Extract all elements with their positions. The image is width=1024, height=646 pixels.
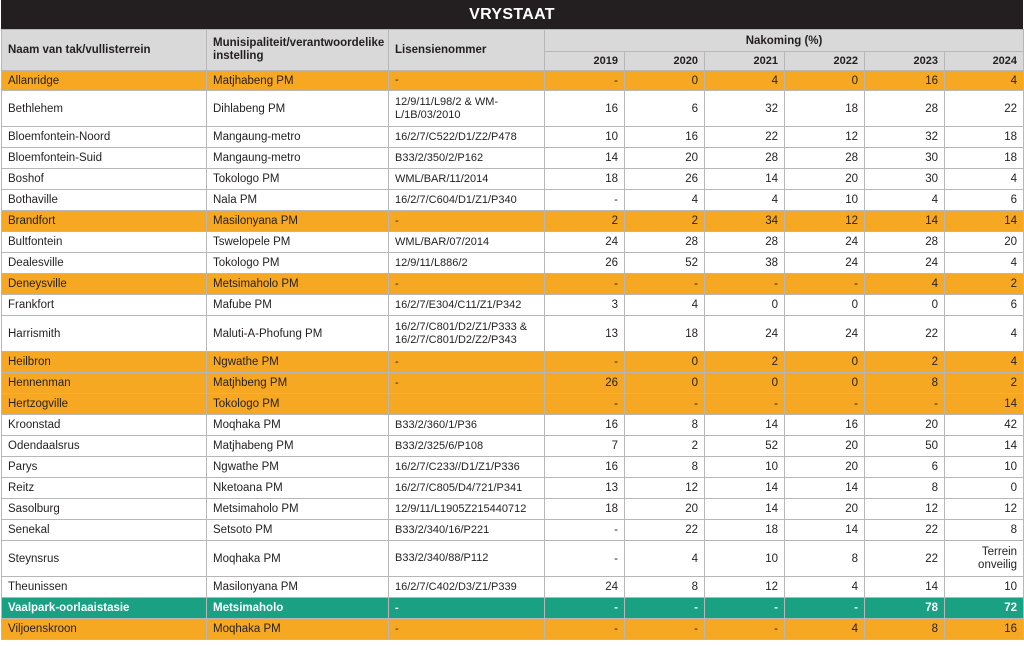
branch-name-cell: Deneysville	[2, 274, 207, 295]
compliance-value-cell: -	[705, 598, 785, 619]
compliance-value-cell: -	[545, 619, 625, 640]
license-number-cell: WML/BAR/07/2014	[389, 232, 545, 253]
compliance-value-cell: 20	[625, 499, 705, 520]
compliance-value-cell: -	[625, 394, 705, 415]
compliance-value-cell: 8	[865, 478, 945, 499]
compliance-value-cell: 4	[705, 190, 785, 211]
compliance-value-cell: 14	[705, 478, 785, 499]
compliance-value-cell: 8	[865, 373, 945, 394]
branch-name-cell: Vaalpark-oorlaaistasie	[2, 598, 207, 619]
municipality-cell: Mafube PM	[207, 295, 389, 316]
municipality-cell: Nketoana PM	[207, 478, 389, 499]
compliance-value-cell: -	[545, 190, 625, 211]
municipality-cell: Moqhaka PM	[207, 541, 389, 577]
license-number-cell: 12/9/11/L98/2 & WM-L/1B/03/2010	[389, 91, 545, 127]
compliance-value-cell: 0	[785, 71, 865, 91]
header-license: Lisensienommer	[389, 30, 545, 71]
table-row	[2, 232, 1024, 253]
compliance-value-cell: 12	[785, 127, 865, 148]
compliance-value-cell: 8	[625, 457, 705, 478]
compliance-value-cell: 4	[625, 295, 705, 316]
table-row	[2, 478, 1024, 499]
compliance-value-cell: 20	[945, 232, 1024, 253]
municipality-cell: Mangaung-metro	[207, 127, 389, 148]
compliance-value-cell: 8	[625, 577, 705, 598]
branch-name-cell: Theunissen	[2, 577, 207, 598]
table-row	[2, 598, 1024, 619]
compliance-value-cell: 14	[705, 499, 785, 520]
compliance-value-cell: 4	[945, 169, 1024, 190]
table-row	[2, 373, 1024, 394]
compliance-value-cell: 14	[945, 436, 1024, 457]
compliance-value-cell: 0	[945, 478, 1024, 499]
license-number-cell: 16/2/7/C805/D4/721/P341	[389, 478, 545, 499]
compliance-value-cell: -	[865, 394, 945, 415]
compliance-value-cell: 14	[945, 211, 1024, 232]
compliance-value-cell: 14	[785, 478, 865, 499]
compliance-value-cell: 28	[865, 91, 945, 127]
compliance-value-cell: 18	[785, 91, 865, 127]
compliance-value-cell: 4	[865, 274, 945, 295]
compliance-value-cell: 16	[945, 619, 1024, 640]
compliance-value-cell: -	[625, 274, 705, 295]
license-number-cell: 12/9/11/L886/2	[389, 253, 545, 274]
compliance-value-cell: 0	[625, 373, 705, 394]
compliance-value-cell: 42	[945, 415, 1024, 436]
compliance-value-cell: 30	[865, 169, 945, 190]
compliance-value-cell: 13	[545, 478, 625, 499]
license-number-cell: B33/2/340/16/P221	[389, 520, 545, 541]
compliance-value-cell: 28	[785, 148, 865, 169]
license-number-cell: 16/2/7/C402/D3/Z1/P339	[389, 577, 545, 598]
license-number-cell: -	[389, 598, 545, 619]
compliance-value-cell: 10	[705, 457, 785, 478]
compliance-value-cell: -	[785, 394, 865, 415]
compliance-value-cell: 18	[545, 499, 625, 520]
compliance-value-cell: -	[785, 274, 865, 295]
table-row	[2, 91, 1024, 127]
compliance-value-cell: 22	[865, 316, 945, 352]
branch-name-cell: Harrismith	[2, 316, 207, 352]
compliance-value-cell: 22	[865, 520, 945, 541]
compliance-value-cell: -	[545, 541, 625, 577]
compliance-value-cell: 20	[785, 499, 865, 520]
compliance-value-cell: 16	[545, 457, 625, 478]
compliance-value-cell: 26	[625, 169, 705, 190]
compliance-value-cell: 10	[785, 190, 865, 211]
municipality-cell: Tokologo PM	[207, 169, 389, 190]
license-number-cell: 16/2/7/C604/D1/Z1/P340	[389, 190, 545, 211]
branch-name-cell: Viljoenskroon	[2, 619, 207, 640]
license-number-cell: -	[389, 274, 545, 295]
compliance-value-cell: 8	[865, 619, 945, 640]
municipality-cell: Mangaung-metro	[207, 148, 389, 169]
municipality-cell: Moqhaka PM	[207, 619, 389, 640]
compliance-value-cell: 4	[625, 541, 705, 577]
header-branch: Naam van tak/vullisterrein	[2, 30, 207, 71]
municipality-cell: Tokologo PM	[207, 253, 389, 274]
municipality-cell: Matjhabeng PM	[207, 436, 389, 457]
compliance-value-cell: -	[545, 520, 625, 541]
compliance-value-cell: 0	[705, 373, 785, 394]
compliance-value-cell: 24	[545, 232, 625, 253]
compliance-value-cell: 30	[865, 148, 945, 169]
compliance-value-cell: 14	[865, 577, 945, 598]
compliance-value-cell: 16	[545, 415, 625, 436]
compliance-value-cell: 4	[785, 577, 865, 598]
compliance-value-cell: 28	[705, 148, 785, 169]
license-number-cell	[389, 394, 545, 415]
table-row	[2, 274, 1024, 295]
compliance-value-cell: 4	[945, 71, 1024, 91]
compliance-value-cell: 28	[705, 232, 785, 253]
branch-name-cell: Heilbron	[2, 352, 207, 373]
compliance-value-cell: 24	[785, 232, 865, 253]
municipality-cell: Ngwathe PM	[207, 352, 389, 373]
license-number-cell: 12/9/11/L1905Z215440712	[389, 499, 545, 520]
branch-name-cell: Odendaalsrus	[2, 436, 207, 457]
compliance-value-cell: 26	[545, 253, 625, 274]
compliance-value-cell: 12	[785, 211, 865, 232]
table-row	[2, 394, 1024, 415]
compliance-value-cell: 6	[865, 457, 945, 478]
compliance-value-cell: -	[545, 352, 625, 373]
table-row	[2, 520, 1024, 541]
compliance-value-cell: 18	[625, 316, 705, 352]
license-number-cell: B33/2/325/6/P108	[389, 436, 545, 457]
branch-name-cell: Bultfontein	[2, 232, 207, 253]
compliance-value-cell: 10	[545, 127, 625, 148]
compliance-value-cell: 18	[705, 520, 785, 541]
table-row	[2, 169, 1024, 190]
branch-name-cell: Steynsrus	[2, 541, 207, 577]
compliance-value-cell: 18	[945, 148, 1024, 169]
branch-name-cell: Allanridge	[2, 71, 207, 91]
header-year-2021: 2021	[705, 52, 785, 71]
header-compliance: Nakoming (%)	[545, 30, 1024, 52]
compliance-value-cell: -	[545, 598, 625, 619]
municipality-cell: Moqhaka PM	[207, 415, 389, 436]
table-row	[2, 190, 1024, 211]
table-row	[2, 541, 1024, 577]
table-title: VRYSTAAT	[1, 0, 1023, 29]
municipality-cell: Dihlabeng PM	[207, 91, 389, 127]
compliance-value-cell: -	[625, 598, 705, 619]
compliance-value-cell: 16	[625, 127, 705, 148]
license-number-cell: B33/2/350/2/P162	[389, 148, 545, 169]
table-row	[2, 148, 1024, 169]
table-row	[2, 619, 1024, 640]
license-number-cell: B33/2/360/1/P36	[389, 415, 545, 436]
license-number-cell: -	[389, 211, 545, 232]
branch-name-cell: Parys	[2, 457, 207, 478]
table-row	[2, 253, 1024, 274]
compliance-value-cell: 4	[945, 352, 1024, 373]
table-row	[2, 415, 1024, 436]
header-year-2020: 2020	[625, 52, 705, 71]
compliance-value-cell: 24	[785, 316, 865, 352]
compliance-value-cell: 78	[865, 598, 945, 619]
compliance-value-cell: 2	[705, 352, 785, 373]
branch-name-cell: Bloemfontein-Noord	[2, 127, 207, 148]
license-number-cell: 16/2/7/C522/D1/Z2/P478	[389, 127, 545, 148]
compliance-value-cell: -	[705, 394, 785, 415]
compliance-value-cell: 2	[545, 211, 625, 232]
compliance-value-cell: -	[545, 71, 625, 91]
compliance-value-cell: 16	[545, 91, 625, 127]
branch-name-cell: Sasolburg	[2, 499, 207, 520]
compliance-value-cell: 20	[785, 457, 865, 478]
branch-name-cell: Senekal	[2, 520, 207, 541]
compliance-value-cell: 34	[705, 211, 785, 232]
license-number-cell: 16/2/7/C801/D2/Z1/P333 & 16/2/7/C801/D2/Z2/P343	[389, 316, 545, 352]
license-number-cell: -	[389, 352, 545, 373]
municipality-cell: Metsimaholo	[207, 598, 389, 619]
table-row	[2, 577, 1024, 598]
compliance-value-cell: 22	[865, 541, 945, 577]
compliance-value-cell: 14	[705, 169, 785, 190]
table-row	[2, 457, 1024, 478]
municipality-cell: Masilonyana PM	[207, 577, 389, 598]
license-number-cell: B33/2/340/88/P112	[389, 541, 545, 577]
compliance-value-cell: 2	[625, 436, 705, 457]
table-row	[2, 499, 1024, 520]
branch-name-cell: Dealesville	[2, 253, 207, 274]
compliance-value-cell: 2	[945, 373, 1024, 394]
compliance-value-cell: 2	[865, 352, 945, 373]
compliance-value-cell: 32	[705, 91, 785, 127]
compliance-value-cell: 72	[945, 598, 1024, 619]
license-number-cell: 16/2/7/E304/C11/Z1/P342	[389, 295, 545, 316]
compliance-value-cell: 2	[945, 274, 1024, 295]
compliance-value-cell: 6	[625, 91, 705, 127]
compliance-value-cell: 28	[625, 232, 705, 253]
branch-name-cell: Kroonstad	[2, 415, 207, 436]
compliance-value-cell: 13	[545, 316, 625, 352]
branch-name-cell: Reitz	[2, 478, 207, 499]
compliance-value-cell: 26	[545, 373, 625, 394]
table-row	[2, 71, 1024, 91]
compliance-value-cell: 12	[865, 499, 945, 520]
compliance-value-cell: 22	[705, 127, 785, 148]
compliance-value-cell: 16	[785, 415, 865, 436]
header-municipality: Munisipaliteit/verantwoordelike instelling	[207, 30, 389, 71]
table-row	[2, 127, 1024, 148]
compliance-value-cell: 22	[625, 520, 705, 541]
municipality-cell: Ngwathe PM	[207, 457, 389, 478]
compliance-value-cell: 20	[785, 169, 865, 190]
compliance-value-cell: 14	[545, 148, 625, 169]
branch-name-cell: Boshof	[2, 169, 207, 190]
compliance-value-cell: 8	[945, 520, 1024, 541]
compliance-value-cell: 4	[625, 190, 705, 211]
compliance-value-cell: 10	[705, 541, 785, 577]
compliance-value-cell: 52	[625, 253, 705, 274]
compliance-value-cell: 24	[865, 253, 945, 274]
compliance-value-cell: 20	[785, 436, 865, 457]
license-number-cell: -	[389, 71, 545, 91]
compliance-value-cell: 0	[785, 295, 865, 316]
branch-name-cell: Bothaville	[2, 190, 207, 211]
license-number-cell: 16/2/7/C233//D1/Z1/P336	[389, 457, 545, 478]
municipality-cell: Metsimaholo PM	[207, 274, 389, 295]
compliance-value-cell: 14	[865, 211, 945, 232]
compliance-value-cell: 24	[785, 253, 865, 274]
compliance-value-cell: 0	[705, 295, 785, 316]
compliance-value-cell: 4	[945, 253, 1024, 274]
compliance-value-cell: 3	[545, 295, 625, 316]
branch-name-cell: Frankfort	[2, 295, 207, 316]
compliance-value-cell: 6	[945, 295, 1024, 316]
municipality-cell: Tswelopele PM	[207, 232, 389, 253]
compliance-value-cell: 22	[945, 91, 1024, 127]
compliance-table	[1, 29, 1024, 640]
compliance-value-cell: 0	[625, 352, 705, 373]
municipality-cell: Masilonyana PM	[207, 211, 389, 232]
branch-name-cell: Hertzogville	[2, 394, 207, 415]
municipality-cell: Matjhabeng PM	[207, 71, 389, 91]
compliance-value-cell: 18	[545, 169, 625, 190]
table-body	[2, 71, 1024, 640]
license-number-cell: -	[389, 619, 545, 640]
compliance-value-cell: 8	[785, 541, 865, 577]
compliance-value-cell: -	[785, 598, 865, 619]
compliance-value-cell: 4	[705, 71, 785, 91]
header-year-2022: 2022	[785, 52, 865, 71]
branch-name-cell: Bloemfontein-Suid	[2, 148, 207, 169]
municipality-cell: Matjhbeng PM	[207, 373, 389, 394]
compliance-value-cell: -	[705, 619, 785, 640]
table-row	[2, 352, 1024, 373]
compliance-value-cell: 0	[865, 295, 945, 316]
compliance-value-cell: -	[545, 394, 625, 415]
compliance-value-cell: 0	[625, 71, 705, 91]
compliance-value-cell: 2	[625, 211, 705, 232]
branch-name-cell: Bethlehem	[2, 91, 207, 127]
compliance-value-cell: 28	[865, 232, 945, 253]
compliance-value-cell: -	[625, 619, 705, 640]
compliance-value-cell: 0	[785, 352, 865, 373]
branch-name-cell: Hennenman	[2, 373, 207, 394]
header-year-2024: 2024	[945, 52, 1024, 71]
compliance-value-cell: 12	[625, 478, 705, 499]
municipality-cell: Tokologo PM	[207, 394, 389, 415]
vrystaat-table-panel	[1, 0, 1023, 640]
license-number-cell: -	[389, 373, 545, 394]
compliance-value-cell: 4	[865, 190, 945, 211]
compliance-value-cell: 12	[705, 577, 785, 598]
compliance-value-cell: 18	[945, 127, 1024, 148]
municipality-cell: Setsoto PM	[207, 520, 389, 541]
branch-name-cell: Brandfort	[2, 211, 207, 232]
compliance-value-cell: 10	[945, 577, 1024, 598]
table-row	[2, 295, 1024, 316]
municipality-cell: Maluti-A-Phofung PM	[207, 316, 389, 352]
compliance-value-cell: Terrein onveilig	[945, 541, 1024, 577]
compliance-value-cell: 24	[705, 316, 785, 352]
license-number-cell: WML/BAR/11/2014	[389, 169, 545, 190]
compliance-value-cell: 38	[705, 253, 785, 274]
compliance-value-cell: 12	[945, 499, 1024, 520]
compliance-value-cell: 14	[705, 415, 785, 436]
compliance-value-cell: -	[705, 274, 785, 295]
compliance-value-cell: 32	[865, 127, 945, 148]
table-row	[2, 436, 1024, 457]
compliance-value-cell: 16	[865, 71, 945, 91]
table-row	[2, 316, 1024, 352]
compliance-value-cell: 50	[865, 436, 945, 457]
compliance-value-cell: 10	[945, 457, 1024, 478]
compliance-value-cell: 8	[625, 415, 705, 436]
compliance-value-cell: 24	[545, 577, 625, 598]
table-row	[2, 211, 1024, 232]
compliance-value-cell: 14	[945, 394, 1024, 415]
compliance-value-cell: -	[545, 274, 625, 295]
municipality-cell: Nala PM	[207, 190, 389, 211]
header-year-2019: 2019	[545, 52, 625, 71]
compliance-value-cell: 6	[945, 190, 1024, 211]
compliance-value-cell: 0	[785, 373, 865, 394]
compliance-value-cell: 20	[625, 148, 705, 169]
header-year-2023: 2023	[865, 52, 945, 71]
compliance-value-cell: 4	[785, 619, 865, 640]
compliance-value-cell: 4	[945, 316, 1024, 352]
compliance-value-cell: 52	[705, 436, 785, 457]
compliance-value-cell: 20	[865, 415, 945, 436]
compliance-value-cell: 7	[545, 436, 625, 457]
compliance-value-cell: 14	[785, 520, 865, 541]
municipality-cell: Metsimaholo PM	[207, 499, 389, 520]
